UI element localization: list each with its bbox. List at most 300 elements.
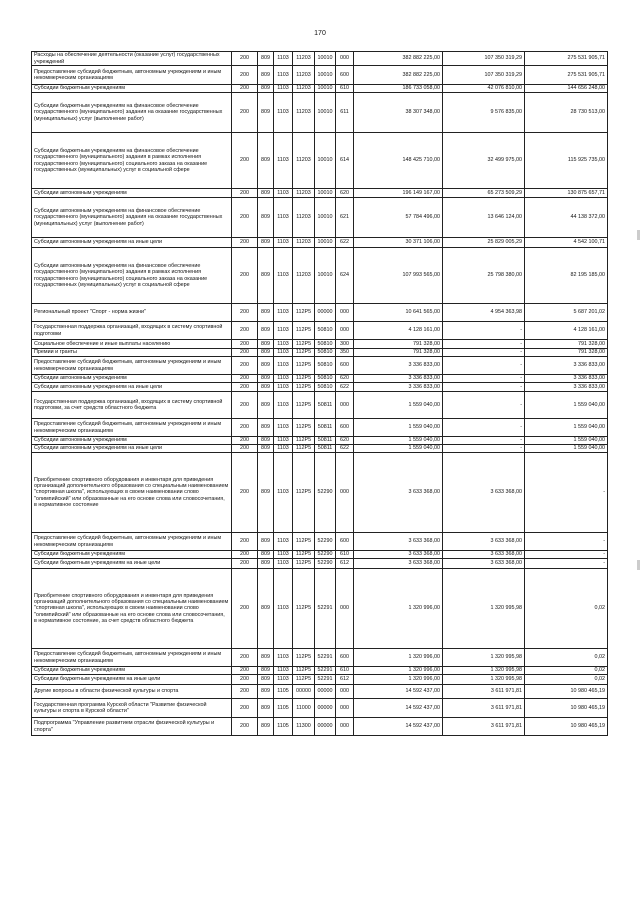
code-cell: 10010 (315, 85, 336, 93)
amount-cell: 1 320 996,00 (354, 667, 443, 675)
code-cell: 809 (258, 718, 274, 736)
code-cell: 1103 (274, 551, 293, 559)
table-row (32, 340, 608, 349)
code-cell: 1103 (274, 304, 293, 322)
row-name-cell: Субсидии автономным учреждениям на финансовое обеспечение государственного (муниципального) задания на оказание государственных (муниципальных) услуг (выполнение работ) (32, 198, 232, 238)
code-cell: 809 (258, 304, 274, 322)
amount-cell: 0,02 (525, 675, 608, 685)
amount-cell: 5 687 201,02 (525, 304, 608, 322)
row-name-cell: Приобретение спортивного оборудования и инвентаря для приведения организаций дополнительного образования со специальным наименованием "спортивная школа", использующих в своем наименовании слово "олимпийский" или образованные на его основе слова или словосочетания, в нормативное состояние (32, 453, 232, 533)
code-cell: 1105 (274, 718, 293, 736)
amount-cell: 4 542 100,71 (525, 238, 608, 248)
row-name-cell: Предоставление субсидий бюджетным, автономным учреждениям и иным некоммерческим организациям (32, 533, 232, 551)
table-row (32, 52, 608, 66)
amount-cell: 1 320 996,00 (354, 649, 443, 667)
table-row (32, 383, 608, 392)
table-row (32, 322, 608, 340)
code-cell: 1103 (274, 445, 293, 453)
code-cell: 1103 (274, 66, 293, 85)
code-cell: 00000 (315, 718, 336, 736)
code-cell: 112P5 (293, 375, 315, 383)
code-cell: 10010 (315, 248, 336, 304)
row-name-cell: Субсидии автономным учреждениям (32, 189, 232, 198)
code-cell: 11203 (293, 52, 315, 66)
amount-cell: 3 633 368,00 (443, 453, 525, 533)
amount-cell: 791 328,00 (525, 340, 608, 349)
code-cell: 200 (232, 93, 258, 133)
code-cell: 50811 (315, 437, 336, 445)
code-cell: 000 (336, 685, 354, 699)
code-cell: 809 (258, 559, 274, 569)
code-cell: 112P5 (293, 322, 315, 340)
code-cell: 200 (232, 718, 258, 736)
amount-cell: 1 320 995,98 (443, 667, 525, 675)
code-cell: 200 (232, 699, 258, 718)
code-cell: 200 (232, 133, 258, 189)
code-cell: 200 (232, 198, 258, 238)
code-cell: 00000 (293, 685, 315, 699)
code-cell: 50810 (315, 357, 336, 375)
amount-cell: 275 531 905,71 (525, 52, 608, 66)
code-cell: 50810 (315, 322, 336, 340)
amount-cell: - (443, 419, 525, 437)
amount-cell: 791 328,00 (354, 349, 443, 357)
amount-cell: 1 320 996,00 (354, 569, 443, 649)
code-cell: 52290 (315, 533, 336, 551)
row-name-cell: Государственная программа Курской области "Развитие физической культуры и спорта в Курской области" (32, 699, 232, 718)
table-row (32, 198, 608, 238)
code-cell: 200 (232, 533, 258, 551)
code-cell: 809 (258, 375, 274, 383)
amount-cell: - (443, 383, 525, 392)
code-cell: 809 (258, 238, 274, 248)
table-row (32, 66, 608, 85)
code-cell: 809 (258, 667, 274, 675)
table-row (32, 93, 608, 133)
amount-cell: 1 320 995,98 (443, 569, 525, 649)
code-cell: 1103 (274, 93, 293, 133)
code-cell: 112P5 (293, 349, 315, 357)
code-cell: 600 (336, 649, 354, 667)
code-cell: 50811 (315, 419, 336, 437)
amount-cell: - (443, 357, 525, 375)
row-name-cell: Предоставление субсидий бюджетным, автономным учреждениям и иным некоммерческим организациям (32, 357, 232, 375)
budget-table (31, 51, 608, 736)
amount-cell: 1 320 996,00 (354, 675, 443, 685)
code-cell: 00000 (315, 699, 336, 718)
code-cell: 1103 (274, 569, 293, 649)
row-name-cell: Предоставление субсидий бюджетным, автономным учреждениям и иным некоммерческим организациям (32, 649, 232, 667)
amount-cell: 10 641 565,00 (354, 304, 443, 322)
code-cell: 200 (232, 357, 258, 375)
amount-cell: 14 592 437,00 (354, 699, 443, 718)
amount-cell: 382 882 225,00 (354, 66, 443, 85)
code-cell: 620 (336, 437, 354, 445)
code-cell: 52291 (315, 667, 336, 675)
code-cell: 112P5 (293, 445, 315, 453)
code-cell: 10010 (315, 189, 336, 198)
amount-cell: 13 646 124,00 (443, 198, 525, 238)
amount-cell: - (443, 437, 525, 445)
amount-cell: 3 611 971,81 (443, 699, 525, 718)
amount-cell: - (443, 349, 525, 357)
amount-cell: 1 559 040,00 (354, 437, 443, 445)
table-row (32, 248, 608, 304)
amount-cell: 14 592 437,00 (354, 685, 443, 699)
code-cell: 809 (258, 198, 274, 238)
amount-cell: 4 128 161,00 (354, 322, 443, 340)
table-row (32, 419, 608, 437)
code-cell: 10010 (315, 93, 336, 133)
code-cell: 112P5 (293, 419, 315, 437)
amount-cell: 32 499 975,00 (443, 133, 525, 189)
code-cell: 10010 (315, 238, 336, 248)
code-cell: 50810 (315, 349, 336, 357)
row-name-cell: Приобретение спортивного оборудования и инвентаря для приведения организаций дополнительного образования со специальным наименованием "спортивная школа", использующих в своем наименовании слово "олимпийский" или образованные на его основе слова или словосочетания, в нормативное состояние, за счет средств областного бюджета (32, 569, 232, 649)
code-cell: 200 (232, 322, 258, 340)
table-row (32, 437, 608, 445)
code-cell: 10010 (315, 52, 336, 66)
code-cell: 112P5 (293, 675, 315, 685)
code-cell: 200 (232, 238, 258, 248)
code-cell: 112P5 (293, 533, 315, 551)
code-cell: 611 (336, 93, 354, 133)
amount-cell: 1 559 040,00 (525, 445, 608, 453)
amount-cell: - (525, 551, 608, 559)
row-name-cell: Субсидии бюджетным учреждениям на иные цели (32, 559, 232, 569)
amount-cell: 25 829 005,29 (443, 238, 525, 248)
code-cell: 809 (258, 357, 274, 375)
amount-cell: 186 733 058,00 (354, 85, 443, 93)
code-cell: 10010 (315, 198, 336, 238)
code-cell: 200 (232, 189, 258, 198)
amount-cell: 4 128 161,00 (525, 322, 608, 340)
code-cell: 200 (232, 569, 258, 649)
code-cell: 809 (258, 675, 274, 685)
amount-cell: 148 425 710,00 (354, 133, 443, 189)
code-cell: 809 (258, 437, 274, 445)
code-cell: 809 (258, 93, 274, 133)
code-cell: 200 (232, 383, 258, 392)
code-cell: 612 (336, 675, 354, 685)
code-cell: 809 (258, 445, 274, 453)
code-cell: 200 (232, 559, 258, 569)
code-cell: 200 (232, 685, 258, 699)
code-cell: 52290 (315, 453, 336, 533)
amount-cell: - (525, 559, 608, 569)
code-cell: 000 (336, 453, 354, 533)
amount-cell: - (443, 445, 525, 453)
code-cell: 1103 (274, 85, 293, 93)
code-cell: 1103 (274, 675, 293, 685)
table-row (32, 357, 608, 375)
code-cell: 809 (258, 85, 274, 93)
table-row (32, 685, 608, 699)
code-cell: 200 (232, 52, 258, 66)
amount-cell: 3 336 833,00 (525, 357, 608, 375)
table-row (32, 189, 608, 198)
amount-cell: 107 350 319,29 (443, 66, 525, 85)
code-cell: 112P5 (293, 551, 315, 559)
table-row (32, 718, 608, 736)
code-cell: 11203 (293, 85, 315, 93)
amount-cell: 1 320 995,98 (443, 649, 525, 667)
amount-cell: 3 336 833,00 (354, 357, 443, 375)
code-cell: 11203 (293, 198, 315, 238)
code-cell: 00000 (315, 685, 336, 699)
code-cell: 600 (336, 357, 354, 375)
amount-cell: - (525, 533, 608, 551)
code-cell: 112P5 (293, 569, 315, 649)
amount-cell: 1 320 995,98 (443, 675, 525, 685)
code-cell: 1103 (274, 133, 293, 189)
amount-cell: 3 633 368,00 (443, 559, 525, 569)
amount-cell: 38 307 348,00 (354, 93, 443, 133)
code-cell: 50811 (315, 445, 336, 453)
row-name-cell: Субсидии автономным учреждениям на иные цели (32, 445, 232, 453)
code-cell: 200 (232, 66, 258, 85)
row-name-cell: Государственная поддержка организаций, входящих в систему спортивной подготовки, за счет средств областного бюджета (32, 392, 232, 419)
code-cell: 200 (232, 349, 258, 357)
row-name-cell: Государственная поддержка организаций, входящих в систему спортивной подготовки (32, 322, 232, 340)
code-cell: 1103 (274, 52, 293, 66)
code-cell: 000 (336, 392, 354, 419)
amount-cell: 130 875 657,71 (525, 189, 608, 198)
code-cell: 112P5 (293, 340, 315, 349)
code-cell: 200 (232, 304, 258, 322)
code-cell: 000 (336, 304, 354, 322)
code-cell: 809 (258, 322, 274, 340)
code-cell: 620 (336, 189, 354, 198)
table-row (32, 675, 608, 685)
code-cell: 10010 (315, 133, 336, 189)
code-cell: 622 (336, 383, 354, 392)
amount-cell: 107 350 319,29 (443, 52, 525, 66)
code-cell: 1103 (274, 375, 293, 383)
code-cell: 809 (258, 189, 274, 198)
code-cell: 1103 (274, 419, 293, 437)
code-cell: 112P5 (293, 667, 315, 675)
code-cell: 000 (336, 569, 354, 649)
amount-cell: - (443, 322, 525, 340)
code-cell: 1103 (274, 248, 293, 304)
amount-cell: 1 559 040,00 (354, 445, 443, 453)
amount-cell: 382 882 225,00 (354, 52, 443, 66)
row-name-cell: Субсидии автономным учреждениям на иные цели (32, 238, 232, 248)
code-cell: 11203 (293, 238, 315, 248)
code-cell: 112P5 (293, 392, 315, 419)
row-name-cell: Субсидии бюджетным учреждениям (32, 667, 232, 675)
code-cell: 52291 (315, 569, 336, 649)
code-cell: 200 (232, 667, 258, 675)
row-name-cell: Субсидии бюджетным учреждениям на иные цели (32, 675, 232, 685)
code-cell: 809 (258, 419, 274, 437)
table-row (32, 392, 608, 419)
amount-cell: 10 980 465,19 (525, 685, 608, 699)
amount-cell: 275 531 905,71 (525, 66, 608, 85)
code-cell: 1103 (274, 238, 293, 248)
code-cell: 112P5 (293, 304, 315, 322)
code-cell: 112P5 (293, 437, 315, 445)
table-row (32, 304, 608, 322)
row-name-cell: Субсидии бюджетным учреждениям (32, 85, 232, 93)
table-row (32, 238, 608, 248)
code-cell: 200 (232, 419, 258, 437)
code-cell: 809 (258, 349, 274, 357)
code-cell: 610 (336, 551, 354, 559)
amount-cell: 10 980 465,19 (525, 699, 608, 718)
amount-cell: 3 611 971,81 (443, 718, 525, 736)
page-number: 170 (314, 30, 326, 37)
code-cell: 000 (336, 718, 354, 736)
code-cell: 11300 (293, 718, 315, 736)
code-cell: 600 (336, 66, 354, 85)
code-cell: 1103 (274, 649, 293, 667)
code-cell: 200 (232, 392, 258, 419)
code-cell: 112P5 (293, 357, 315, 375)
row-name-cell: Субсидии бюджетным учреждениям на финансовое обеспечение государственного (муниципального) задания на оказание государственных (муниципальных) услуг (выполнение работ) (32, 93, 232, 133)
code-cell: 809 (258, 569, 274, 649)
code-cell: 1103 (274, 357, 293, 375)
code-cell: 1103 (274, 340, 293, 349)
code-cell: 809 (258, 685, 274, 699)
code-cell: 1103 (274, 667, 293, 675)
amount-cell: 28 730 513,00 (525, 93, 608, 133)
amount-cell: 3 633 368,00 (354, 533, 443, 551)
code-cell: 622 (336, 445, 354, 453)
amount-cell: 1 559 040,00 (354, 392, 443, 419)
code-cell: 112P5 (293, 649, 315, 667)
code-cell: 1103 (274, 533, 293, 551)
code-cell: 1103 (274, 322, 293, 340)
code-cell: 1103 (274, 383, 293, 392)
code-cell: 52291 (315, 649, 336, 667)
code-cell: 1105 (274, 685, 293, 699)
code-cell: 200 (232, 445, 258, 453)
table-row (32, 551, 608, 559)
amount-cell: 3 336 833,00 (525, 375, 608, 383)
table-row (32, 453, 608, 533)
amount-cell: - (443, 375, 525, 383)
amount-cell: 44 138 372,00 (525, 198, 608, 238)
amount-cell: 30 371 106,00 (354, 238, 443, 248)
amount-cell: 115 925 735,00 (525, 133, 608, 189)
amount-cell: 1 559 040,00 (525, 419, 608, 437)
amount-cell: 1 559 040,00 (525, 437, 608, 445)
code-cell: 610 (336, 85, 354, 93)
code-cell: 620 (336, 375, 354, 383)
code-cell: 200 (232, 675, 258, 685)
code-cell: 1103 (274, 559, 293, 569)
code-cell: 200 (232, 85, 258, 93)
code-cell: 11203 (293, 66, 315, 85)
code-cell: 809 (258, 453, 274, 533)
code-cell: 200 (232, 551, 258, 559)
table-row (32, 667, 608, 675)
row-name-cell: Социальное обеспечение и иные выплаты населению (32, 340, 232, 349)
table-row (32, 699, 608, 718)
code-cell: 809 (258, 66, 274, 85)
code-cell: 612 (336, 559, 354, 569)
amount-cell: 0,02 (525, 649, 608, 667)
code-cell: 350 (336, 349, 354, 357)
code-cell: 00000 (315, 304, 336, 322)
table-row (32, 559, 608, 569)
amount-cell: 4 954 363,98 (443, 304, 525, 322)
code-cell: 200 (232, 437, 258, 445)
amount-cell: 9 576 835,00 (443, 93, 525, 133)
table-row (32, 533, 608, 551)
code-cell: 200 (232, 340, 258, 349)
row-name-cell: Премии и гранты (32, 349, 232, 357)
code-cell: 11203 (293, 133, 315, 189)
code-cell: 200 (232, 649, 258, 667)
amount-cell: 791 328,00 (525, 349, 608, 357)
code-cell: 112P5 (293, 559, 315, 569)
amount-cell: 791 328,00 (354, 340, 443, 349)
code-cell: 600 (336, 533, 354, 551)
amount-cell: 3 633 368,00 (354, 551, 443, 559)
code-cell: 200 (232, 248, 258, 304)
code-cell: 50810 (315, 375, 336, 383)
code-cell: 809 (258, 383, 274, 392)
code-cell: 809 (258, 699, 274, 718)
row-name-cell: Другие вопросы в области физической культуры и спорта (32, 685, 232, 699)
amount-cell: 3 633 368,00 (354, 453, 443, 533)
row-name-cell: Расходы на обеспечение деятельности (оказание услуг) государственных учреждений (32, 52, 232, 66)
table-row (32, 349, 608, 357)
amount-cell: 25 798 380,00 (443, 248, 525, 304)
row-name-cell: Региональный проект "Спорт - норма жизни" (32, 304, 232, 322)
amount-cell: 42 076 810,00 (443, 85, 525, 93)
amount-cell: 3 633 368,00 (354, 559, 443, 569)
code-cell: 000 (336, 322, 354, 340)
code-cell: 809 (258, 52, 274, 66)
row-name-cell: Субсидии автономным учреждениям на финансовое обеспечение государственного (муниципального) задания в рамках исполнения государственного (муниципального) социального заказа на оказание государственных (муниципальных) услуг в социальной сфере (32, 248, 232, 304)
amount-cell: 3 611 971,81 (443, 685, 525, 699)
code-cell: 809 (258, 133, 274, 189)
amount-cell: 3 336 833,00 (354, 383, 443, 392)
code-cell: 200 (232, 375, 258, 383)
code-cell: 52290 (315, 559, 336, 569)
code-cell: 50811 (315, 392, 336, 419)
code-cell: 112P5 (293, 383, 315, 392)
row-name-cell: Субсидии бюджетным учреждениям (32, 551, 232, 559)
code-cell: 809 (258, 533, 274, 551)
row-name-cell: Субсидии автономным учреждениям на иные цели (32, 383, 232, 392)
code-cell: 1103 (274, 198, 293, 238)
code-cell: 621 (336, 198, 354, 238)
code-cell: 11203 (293, 248, 315, 304)
code-cell: 1103 (274, 453, 293, 533)
amount-cell: - (443, 392, 525, 419)
table-row (32, 133, 608, 189)
amount-cell: 57 784 496,00 (354, 198, 443, 238)
code-cell: 52291 (315, 675, 336, 685)
table-row (32, 569, 608, 649)
amount-cell: 3 633 368,00 (443, 551, 525, 559)
code-cell: 622 (336, 238, 354, 248)
row-name-cell: Субсидии бюджетным учреждениям на финансовое обеспечение государственного (муниципального) задания в рамках исполнения государственного (муниципального) социального заказа на оказание государственных (муниципальных) услуг в социальной сфере (32, 133, 232, 189)
code-cell: 1103 (274, 189, 293, 198)
row-name-cell: Предоставление субсидий бюджетным, автономным учреждениям и иным некоммерческим организациям (32, 66, 232, 85)
code-cell: 50810 (315, 383, 336, 392)
code-cell: 300 (336, 340, 354, 349)
row-name-cell: Субсидии автономным учреждениям (32, 375, 232, 383)
amount-cell: 1 559 040,00 (525, 392, 608, 419)
code-cell: 600 (336, 419, 354, 437)
row-name-cell: Предоставление субсидий бюджетным, автономным учреждениям и иным некоммерческим организациям (32, 419, 232, 437)
